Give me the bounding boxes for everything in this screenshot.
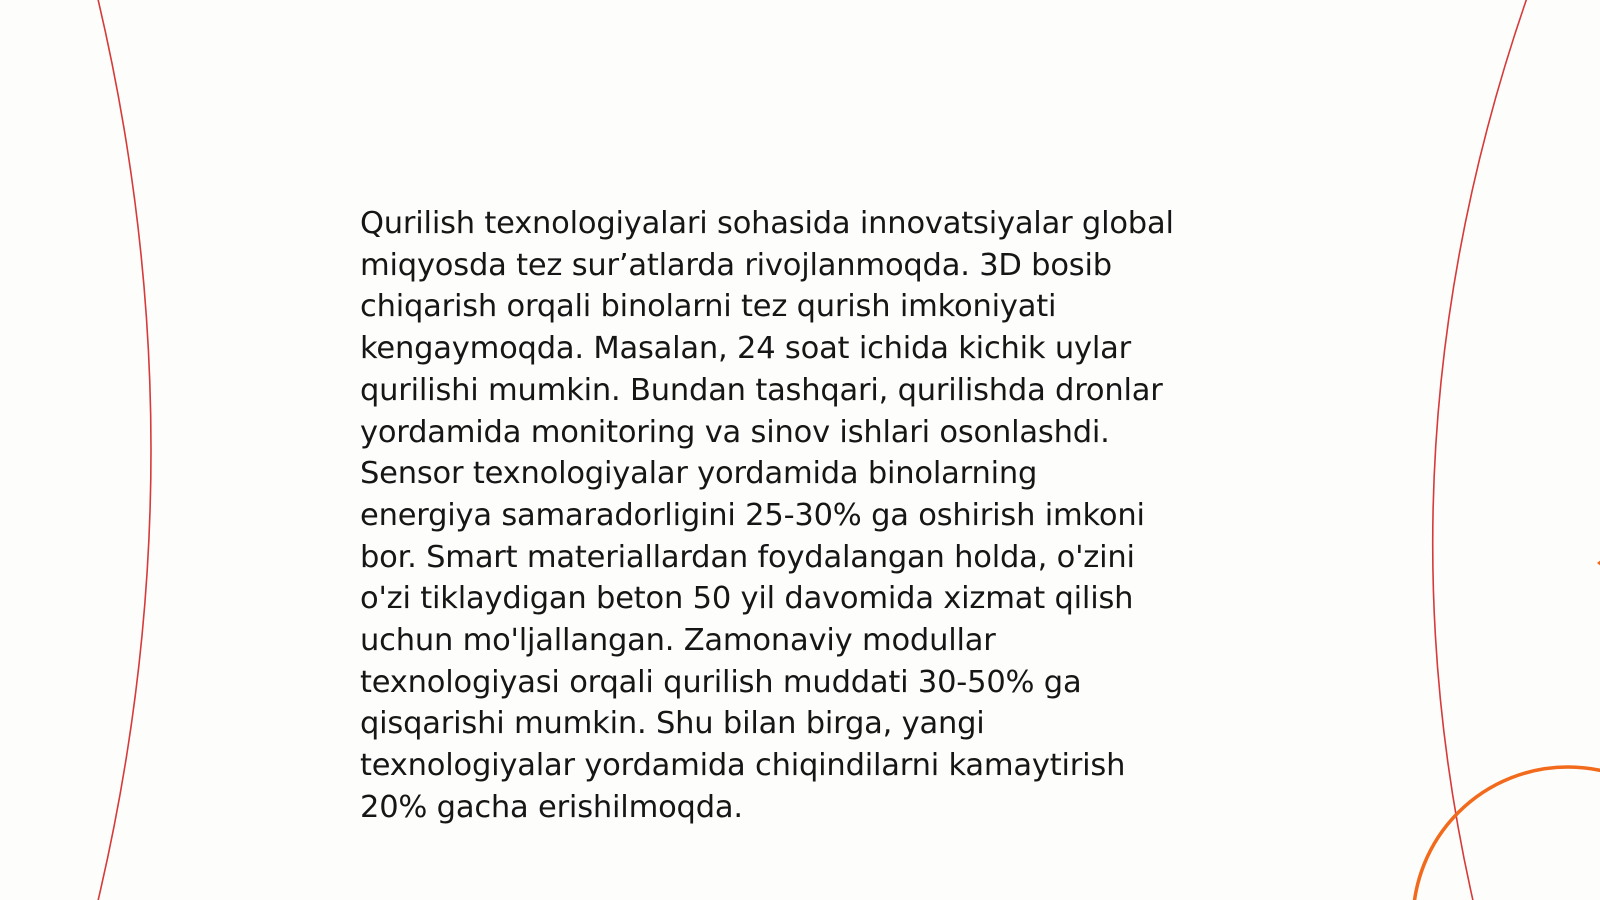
- right-curve-line: [1433, 0, 1528, 900]
- left-curve-line: [97, 0, 151, 900]
- slide-body-text: Qurilish texnologiyalari sohasida innovatsiyalar global miqyosda tez sur’atlarda rivojlanmoqda. 3D bosib chiqarish orqali binolarni tez qurish imkoniyati kengaymoqda. Masalan, 24 soat ichida kichik uylar qurilishi mumkin. Bundan tashqari, qurilishda dronlar yordamida monitoring va sinov ishlari osonlashdi. Sensor texnologiyalar yordamida binolarning energiya samaradorligini 25-30% ga oshirish imkoni bor. Smart materiallardan foydalangan holda, o'zini o'zi tiklaydigan beton 50 yil davomida xizmat qilish uchun mo'ljallangan. Zamonaviy modullar texnologiyasi orqali qurilish muddati 30-50% ga qisqarishi mumkin. Shu bilan birga, yangi texnologiyalar yordamida chiqindilarni kamaytirish 20% gacha erishilmoqda.: [360, 206, 1174, 825]
- orange-arc: [1413, 767, 1600, 900]
